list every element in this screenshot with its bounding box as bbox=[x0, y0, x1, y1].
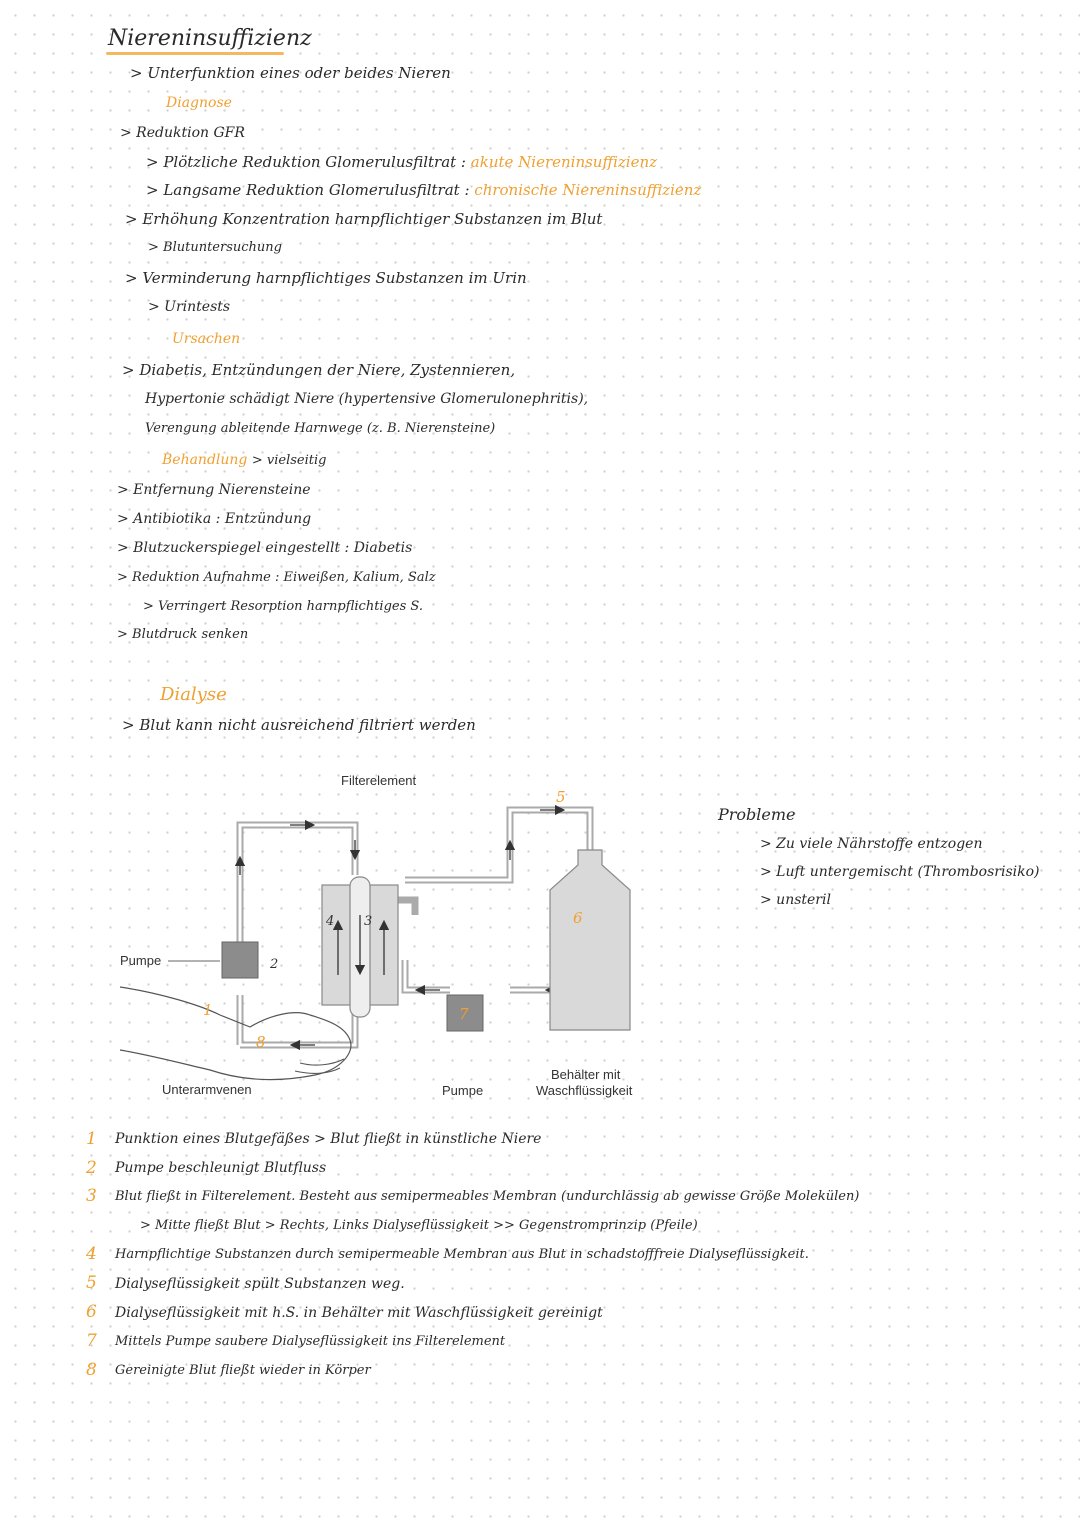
diagram-number-5: 5 bbox=[556, 788, 566, 806]
label-pumpe-bottom: Pumpe bbox=[442, 1083, 484, 1098]
diagnose-item: > Erhöhung Konzentration harnpflichtiger Substanzen im Blut bbox=[125, 210, 603, 228]
behandlung-note: > vielseitig bbox=[251, 453, 327, 468]
behandlung-item: > Blutdruck senken bbox=[117, 627, 249, 642]
wash-container bbox=[550, 850, 630, 1030]
diagnose-item: > Reduktion GFR bbox=[120, 125, 245, 141]
behandlung-item: > Blutzuckerspiegel eingestellt : Diabetis bbox=[117, 540, 413, 556]
diagnose-item: > Blutuntersuchung bbox=[148, 240, 282, 255]
diagram-number-7: 7 bbox=[459, 1005, 469, 1023]
tube-to-container bbox=[405, 810, 590, 880]
diagnose-item-note: chronische Niereninsuffizienz bbox=[474, 181, 702, 199]
diagnose-item: > Urintests bbox=[148, 299, 231, 315]
tube-dialysate-in bbox=[405, 960, 450, 990]
dialysis-diagram bbox=[100, 765, 760, 1105]
diagnose-heading: Diagnose bbox=[166, 95, 232, 111]
behandlung-item: > Verringert Resorption harnpflichtiges S. bbox=[143, 599, 423, 614]
step-text: Dialyseflüssigkeit spült Substanzen weg. bbox=[115, 1276, 405, 1292]
step-number: 5 bbox=[86, 1273, 97, 1293]
step-text-detail: > Mitte fließt Blut > Rechts, Links Dialyseflüssigkeit >> Gegenstromprinzip (Pfeile) bbox=[140, 1218, 698, 1233]
diagnose-item: > Verminderung harnpflichtiges Substanzen im Urin bbox=[125, 269, 527, 287]
behandlung-item: > Antibiotika : Entzündung bbox=[117, 511, 312, 527]
diagnose-item-text: > Plötzliche Reduktion Glomerulusfiltrat : bbox=[146, 153, 466, 171]
behandlung-heading-row bbox=[162, 452, 326, 468]
step-number: 8 bbox=[86, 1360, 97, 1380]
ursachen-heading: Ursachen bbox=[172, 331, 241, 347]
diagram-number-1: 1 bbox=[203, 1001, 213, 1019]
step-number: 4 bbox=[86, 1244, 97, 1264]
step-number: 7 bbox=[86, 1331, 97, 1351]
definition-text: > Unterfunktion eines oder beides Nieren bbox=[130, 64, 451, 82]
ursachen-line: Verengung ableitende Harnwege (z. B. Nierensteine) bbox=[145, 421, 496, 436]
ursachen-line: > Diabetis, Entzündungen der Niere, Zystennieren, bbox=[122, 361, 516, 379]
diagnose-item-text: > Langsame Reduktion Glomerulusfiltrat : bbox=[146, 181, 470, 199]
step-text: Blut fließt in Filterelement. Besteht aus semipermeables Membran (undurchlässig ab gewisse Größe Molekülen) bbox=[115, 1189, 860, 1204]
probleme-heading: Probleme bbox=[718, 805, 796, 824]
flow-arrows bbox=[240, 810, 570, 1045]
probleme-item: > Zu viele Nährstoffe entzogen bbox=[760, 836, 983, 852]
title-underline bbox=[106, 52, 284, 55]
diagram-number-4: 4 bbox=[326, 914, 335, 929]
step-text: Punktion eines Blutgefäßes > Blut fließt in künstliche Niere bbox=[115, 1131, 542, 1147]
step-text: Pumpe beschleunigt Blutfluss bbox=[115, 1160, 327, 1176]
diagram-number-3: 3 bbox=[364, 914, 373, 929]
pump-left bbox=[222, 942, 258, 978]
tube-highlight bbox=[240, 810, 590, 1045]
forearm-hand bbox=[120, 987, 351, 1080]
step-text: Gereinigte Blut fließt wieder in Körper bbox=[115, 1363, 371, 1378]
dialyse-heading: Dialyse bbox=[160, 684, 227, 705]
label-filterelement: Filterelement bbox=[341, 773, 417, 788]
step-text: Dialyseflüssigkeit mit h.S. in Behälter mit Waschflüssigkeit gereinigt bbox=[115, 1305, 603, 1321]
step-number: 3 bbox=[86, 1186, 97, 1206]
label-behaelter-1: Behälter mit bbox=[551, 1067, 621, 1082]
label-unterarmvenen: Unterarmvenen bbox=[162, 1082, 252, 1097]
step-number: 1 bbox=[86, 1129, 97, 1149]
label-behaelter-2: Waschflüssigkeit bbox=[536, 1083, 633, 1098]
step-text: Mittels Pumpe saubere Dialyseflüssigkeit ins Filterelement bbox=[115, 1334, 506, 1349]
behandlung-item: > Entfernung Nierensteine bbox=[117, 482, 311, 498]
diagnose-item bbox=[146, 153, 657, 171]
tube-system bbox=[240, 810, 590, 1045]
step-number: 6 bbox=[86, 1302, 97, 1322]
diagnose-item bbox=[146, 181, 701, 199]
diagram-number-2: 2 bbox=[270, 957, 279, 972]
ursachen-line: Hypertonie schädigt Niere (hypertensive Glomerulonephritis), bbox=[145, 391, 589, 407]
behandlung-heading: Behandlung bbox=[162, 452, 248, 468]
diagram-number-8: 8 bbox=[256, 1033, 266, 1051]
label-pumpe-left: Pumpe bbox=[120, 953, 162, 968]
probleme-item: > Luft untergemischt (Thrombosrisiko) bbox=[760, 864, 1040, 880]
step-number: 2 bbox=[86, 1158, 97, 1178]
page-title: Niereninsuffizienz bbox=[108, 26, 312, 51]
diagnose-item-note: akute Niereninsuffizienz bbox=[470, 153, 658, 171]
dialyse-line: > Blut kann nicht ausreichend filtriert werden bbox=[122, 716, 476, 734]
probleme-item: > unsteril bbox=[760, 892, 831, 908]
step-text: Harnpflichtige Substanzen durch semipermeable Membran aus Blut in schadstofffreie Dialyseflüssigkeit. bbox=[115, 1247, 809, 1262]
diagram-number-6: 6 bbox=[573, 909, 583, 927]
behandlung-item: > Reduktion Aufnahme : Eiweißen, Kalium, Salz bbox=[117, 570, 436, 585]
